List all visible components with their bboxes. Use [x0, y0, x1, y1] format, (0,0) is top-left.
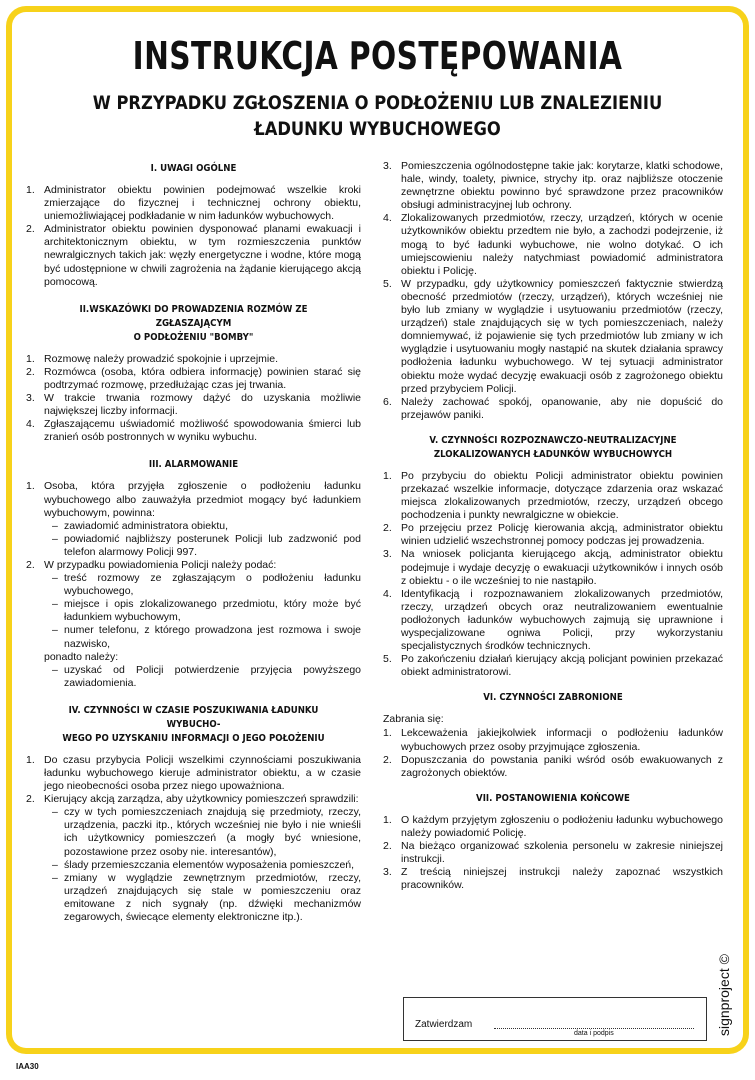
- note-text: ponadto należy:: [44, 650, 119, 663]
- copyright-icon: ©: [716, 954, 732, 965]
- section-1-list: [26, 184, 361, 289]
- list-item: 4. Zlokalizowanych przedmiotów, rzeczy, urządzeń, których w ocenie użytkowników obiektu przedtem nie było, a zachodzi podejrzenie, iż mogą to być ładunki wybuchowe, nie wolno dotykać. O ich umiejscowieniu należy natychmiast powiadomić administratora obiektu i Policję.: [383, 212, 723, 277]
- subtitle-line-1: W PRZYPADKU ZGŁOSZENIA O PODŁOŻENIU LUB ZNALEZIENIU: [92, 92, 663, 114]
- page-title: INSTRUKCJA POSTĘPOWANIA: [132, 34, 623, 78]
- list-item: 2. Na bieżąco organizować szkolenia personelu w zakresie niniejszej instrukcji.: [383, 840, 723, 866]
- dash-list: [44, 806, 361, 924]
- list-item: 1. Lekceważenia jakiejkolwiek informacji o podłożeniu ładunków wybuchowych przez osoby przyjmujące zgłoszenia.: [383, 727, 723, 753]
- list-item: 1. O każdym przyjętym zgłoszeniu o podłożeniu ładunku wybuchowego należy powiadomić Policję.: [383, 813, 723, 839]
- list-item: 6. Należy zachować spokój, opanowanie, aby nie dopuścić do przejawów paniki.: [383, 395, 723, 421]
- list-item: 1. Administrator obiektu powinien podejmować wszelkie kroki zmierzające do fizycznej i technicznej ochrony obiektu, uniemożliwiającej podkładanie w nim ładunków wybuchowych.: [26, 184, 361, 223]
- dash-list: [44, 572, 361, 651]
- signature-caption: data i podpis: [574, 1030, 614, 1037]
- section-3-list: [26, 480, 361, 690]
- list-item: 3. Z treścią niniejszej instrukcji należy zapoznać wszystkich pracowników.: [383, 866, 723, 892]
- section-6-intro: Zabrania się:: [383, 713, 444, 726]
- dash-item: – treść rozmowy ze zgłaszającym o podłożeniu ładunku wybuchowego,: [44, 572, 361, 598]
- right-column: [383, 160, 723, 900]
- dash-item: – uzyskać od Policji potwierdzenie przyjęcia powyższego zawiadomienia.: [44, 664, 361, 690]
- page-subtitle: [53, 90, 702, 142]
- brand-name: signproject: [716, 968, 732, 1036]
- list-item: 5. Po zakończeniu działań kierujący akcją policjant powinien przekazać obiekt administratorowi.: [383, 653, 723, 679]
- section-4-list: [26, 754, 361, 924]
- list-item: 2. Rozmówca (osoba, która odbiera informację) powinien starać się podtrzymać rozmowę, przedłużając czas jej trwania.: [26, 365, 361, 391]
- list-item: 3. W trakcie trwania rozmowy dążyć do uzyskania możliwie największej liczby informacji.: [26, 392, 361, 418]
- section-1-title: I. UWAGI OGÓLNE: [150, 163, 237, 174]
- dash-item: – zmiany w wyglądzie zewnętrznym przedmiotów, rzeczy, urządzeń znajdujących się stale w pomieszczeniu oraz emitowane z nich sygnały (np. dźwięki mechanizmów zegarowych, świecące elementy elektroniczne itp.).: [44, 872, 361, 924]
- list-item: 2. Administrator obiektu powinien dysponować planami ewakuacji i architektonicznym obiektu, w tym rozmieszczenia punktów newralgicznych takich jak: węzły energetyczne i wodne, które mogą być udostępnione w chwili zagrożenia na żądanie kierującego akcją pomocową.: [26, 223, 361, 288]
- dash-item: – czy w tych pomieszczeniach znajdują się przedmioty, rzeczy, urządzenia, paczki itp., których wcześniej nie było i nie wnieśli ich użytkownicy pomieszczeń (a mogły być wniesione, pozostawione przez osoby nie. interesantów),: [44, 806, 361, 858]
- dash-list: [44, 520, 361, 559]
- approval-box: [403, 997, 707, 1041]
- list-item: 4. Identyfikacją i rozpoznawaniem zlokalizowanych przedmiotów, rzeczy, urządzeń obcych oraz neutralizowaniem ewentualnie podłożonych ładunków wybuchowych zajmują się uprawnione i wyspecjalizowane ogniwa Policji, przy wykorzystaniu specjalistycznych środków technicznych.: [383, 587, 723, 653]
- left-column: [26, 162, 361, 932]
- section-7-list: [383, 814, 723, 893]
- list-item: 1. Rozmowę należy prowadzić spokojnie i uprzejmie.: [26, 352, 279, 365]
- brand-logo: [716, 954, 732, 1036]
- section-3-title: III. ALARMOWANIE: [148, 459, 239, 471]
- dash-item: – ślady przemieszczania elementów wyposażenia pomieszczeń,: [44, 859, 361, 872]
- signature-line: [494, 1028, 694, 1029]
- list-item: 4. Zgłaszającemu uświadomić możliwość spowodowania śmierci lub zranień osób postronnych w wyniku wybuchu.: [26, 418, 361, 444]
- section-6-list: [383, 727, 723, 779]
- dash-item: – miejsce i opis zlokalizowanego przedmiotu, który może być ładunkiem wybuchowym,: [44, 598, 361, 624]
- list-item: 2. W przypadku powiadomienia Policji należy podać: – treść rozmowy ze zgłaszającym o podłożeniu ładunku wybuchowego, – miejsce i opis zlokalizowanego przedmiotu, który może być ładunkiem wybuchowym, – numer telefonu, z którego prowadzona jest rozmowa i swoje nazwisko, ponadto należy: – uzyskać od Policji potwierdzenie przyjęcia powyższego zawiadomienia.: [26, 559, 361, 690]
- section-5-title: V. CZYNNOŚCI ROZPOZNAWCZO-NEUTRALIZACYJNE ZLOKALIZOWANYCH ŁADUNKÓW WYBUCHOWYCH: [429, 434, 677, 460]
- list-item: 2. Po przejęciu przez Policję kierowania akcją, administrator obiektu winien udzielić wszechstronnej pomocy podczas jej prowadzenia.: [383, 522, 723, 548]
- section-2-title: II.WSKAZÓWKI DO PROWADZENIA ROZMÓW ZE ZGŁASZAJĄCYM O PODŁOŻENIU "BOMBY": [79, 303, 308, 343]
- dash-list: [44, 664, 361, 690]
- list-item: 2. Kierujący akcją zarządza, aby użytkownicy pomieszczeń sprawdzili: – czy w tych pomieszczeniach znajdują się przedmioty, rzeczy, urządzenia, paczki itp., których wcześniej nie było i nie wnieśli ich użytkownicy pomieszczeń (a mogły być wniesione, pozostawione przez osoby nie. interesantów), – ślady przemieszczania elementów wyposażenia pomieszczeń, – zmiany w wyglądzie zewnętrznym przedmiotów, rzeczy, urządzeń znajdujących się stale w pomieszczeniu oraz emitowane z nich sygnały (np. dźwięki mechanizmów zegarowych, świecące elementy elektroniczne itp.).: [26, 793, 361, 924]
- list-item: 1. Do czasu przybycia Policji wszelkimi czynnościami poszukiwania ładunku wybuchowego kieruje administrator obiektu, a w czasie jego nieobecności osoba przez niego upoważniona.: [26, 753, 361, 793]
- list-item: 3. Pomieszczenia ogólnodostępne takie jak: korytarze, klatki schodowe, hale, windy, toalety, piwnice, strychy itp. oraz najbliższe otoczenie zewnętrzne obiektu powinno być sprawdzone przez pracowników obsługi administracyjnej lub ochrony.: [383, 160, 723, 212]
- subtitle-line-2: ŁADUNKU WYBUCHOWEGO: [254, 118, 501, 140]
- section-7-title: VII. POSTANOWIENIA KOŃCOWE: [476, 792, 630, 804]
- section-2-list: [26, 353, 361, 445]
- section-4-list-continued: [383, 160, 723, 422]
- list-item: 1. Osoba, która przyjęła zgłoszenie o podłożeniu ładunku wybuchowego albo zauważyła przedmiot mogący być ładunkiem wybuchowym, powinna: – zawiadomić administratora obiektu, – powiadomić najbliższy posterunek Policji lub zadzwonić pod telefon alarmowy Policji 997.: [26, 480, 361, 559]
- section-4-title: IV. CZYNNOŚCI W CZASIE POSZUKIWANIA ŁADUNKU WYBUCHO- WEGO PO UZYSKANIU INFORMACJI O JEGO POŁOŻENIU: [62, 704, 325, 744]
- dash-item: – zawiadomić administratora obiektu,: [44, 520, 361, 533]
- product-code: IAA30: [16, 1062, 39, 1071]
- section-6-title: VI. CZYNNOŚCI ZABRONIONE: [483, 692, 623, 704]
- section-5-list: [383, 470, 723, 680]
- dash-item: – powiadomić najbliższy posterunek Policji lub zadzwonić pod telefon alarmowy Policji 997.: [44, 533, 361, 559]
- approval-label: Zatwierdzam: [415, 1019, 473, 1030]
- list-item: 5. W przypadku, gdy użytkownicy pomieszczeń faktycznie stwierdzą obecność przedmiotów (rzeczy, urządzeń), których wcześniej nie było lub zmiany w wyglądzie i usytuowaniu przedmiotów (rzeczy, urządzeń) stale znajdujących się w tych pomieszczeniach, należy domniemywać, iż pojawienie się tych przedmiotów lub zmiany w ich wyglądzie i usytuowaniu mogły nastąpić na skutek działania sprawcy podłożenia ładunku wybuchowego. W tej sytuacji administrator obiektu może wydać decyzję ewakuacji osób z zagrożonego obiektu przed przybyciem Policji.: [383, 277, 723, 395]
- list-item: 3. Na wniosek policjanta kierującego akcją, administrator obiektu podejmuje i wydaje decyzję o ewakuacji użytkowników i innych osób z obiektu - o ile wcześniej to nie nastąpiło.: [383, 548, 723, 587]
- list-item: 1. Po przybyciu do obiektu Policji administrator obiektu powinien przekazać wszelkie informacje, dotyczące zdarzenia oraz wskazać miejsca zlokalizowanych przedmiotów, rzeczy, urządzeń obcego pochodzenia i punkty newralgiczne w obiekcie.: [383, 469, 723, 522]
- dash-item: – numer telefonu, z którego prowadzona jest rozmowa i swoje nazwisko,: [44, 624, 361, 650]
- list-item: 2. Dopuszczania do powstania paniki wśród osób ewakuowanych z zagrożonych obiektów.: [383, 753, 723, 779]
